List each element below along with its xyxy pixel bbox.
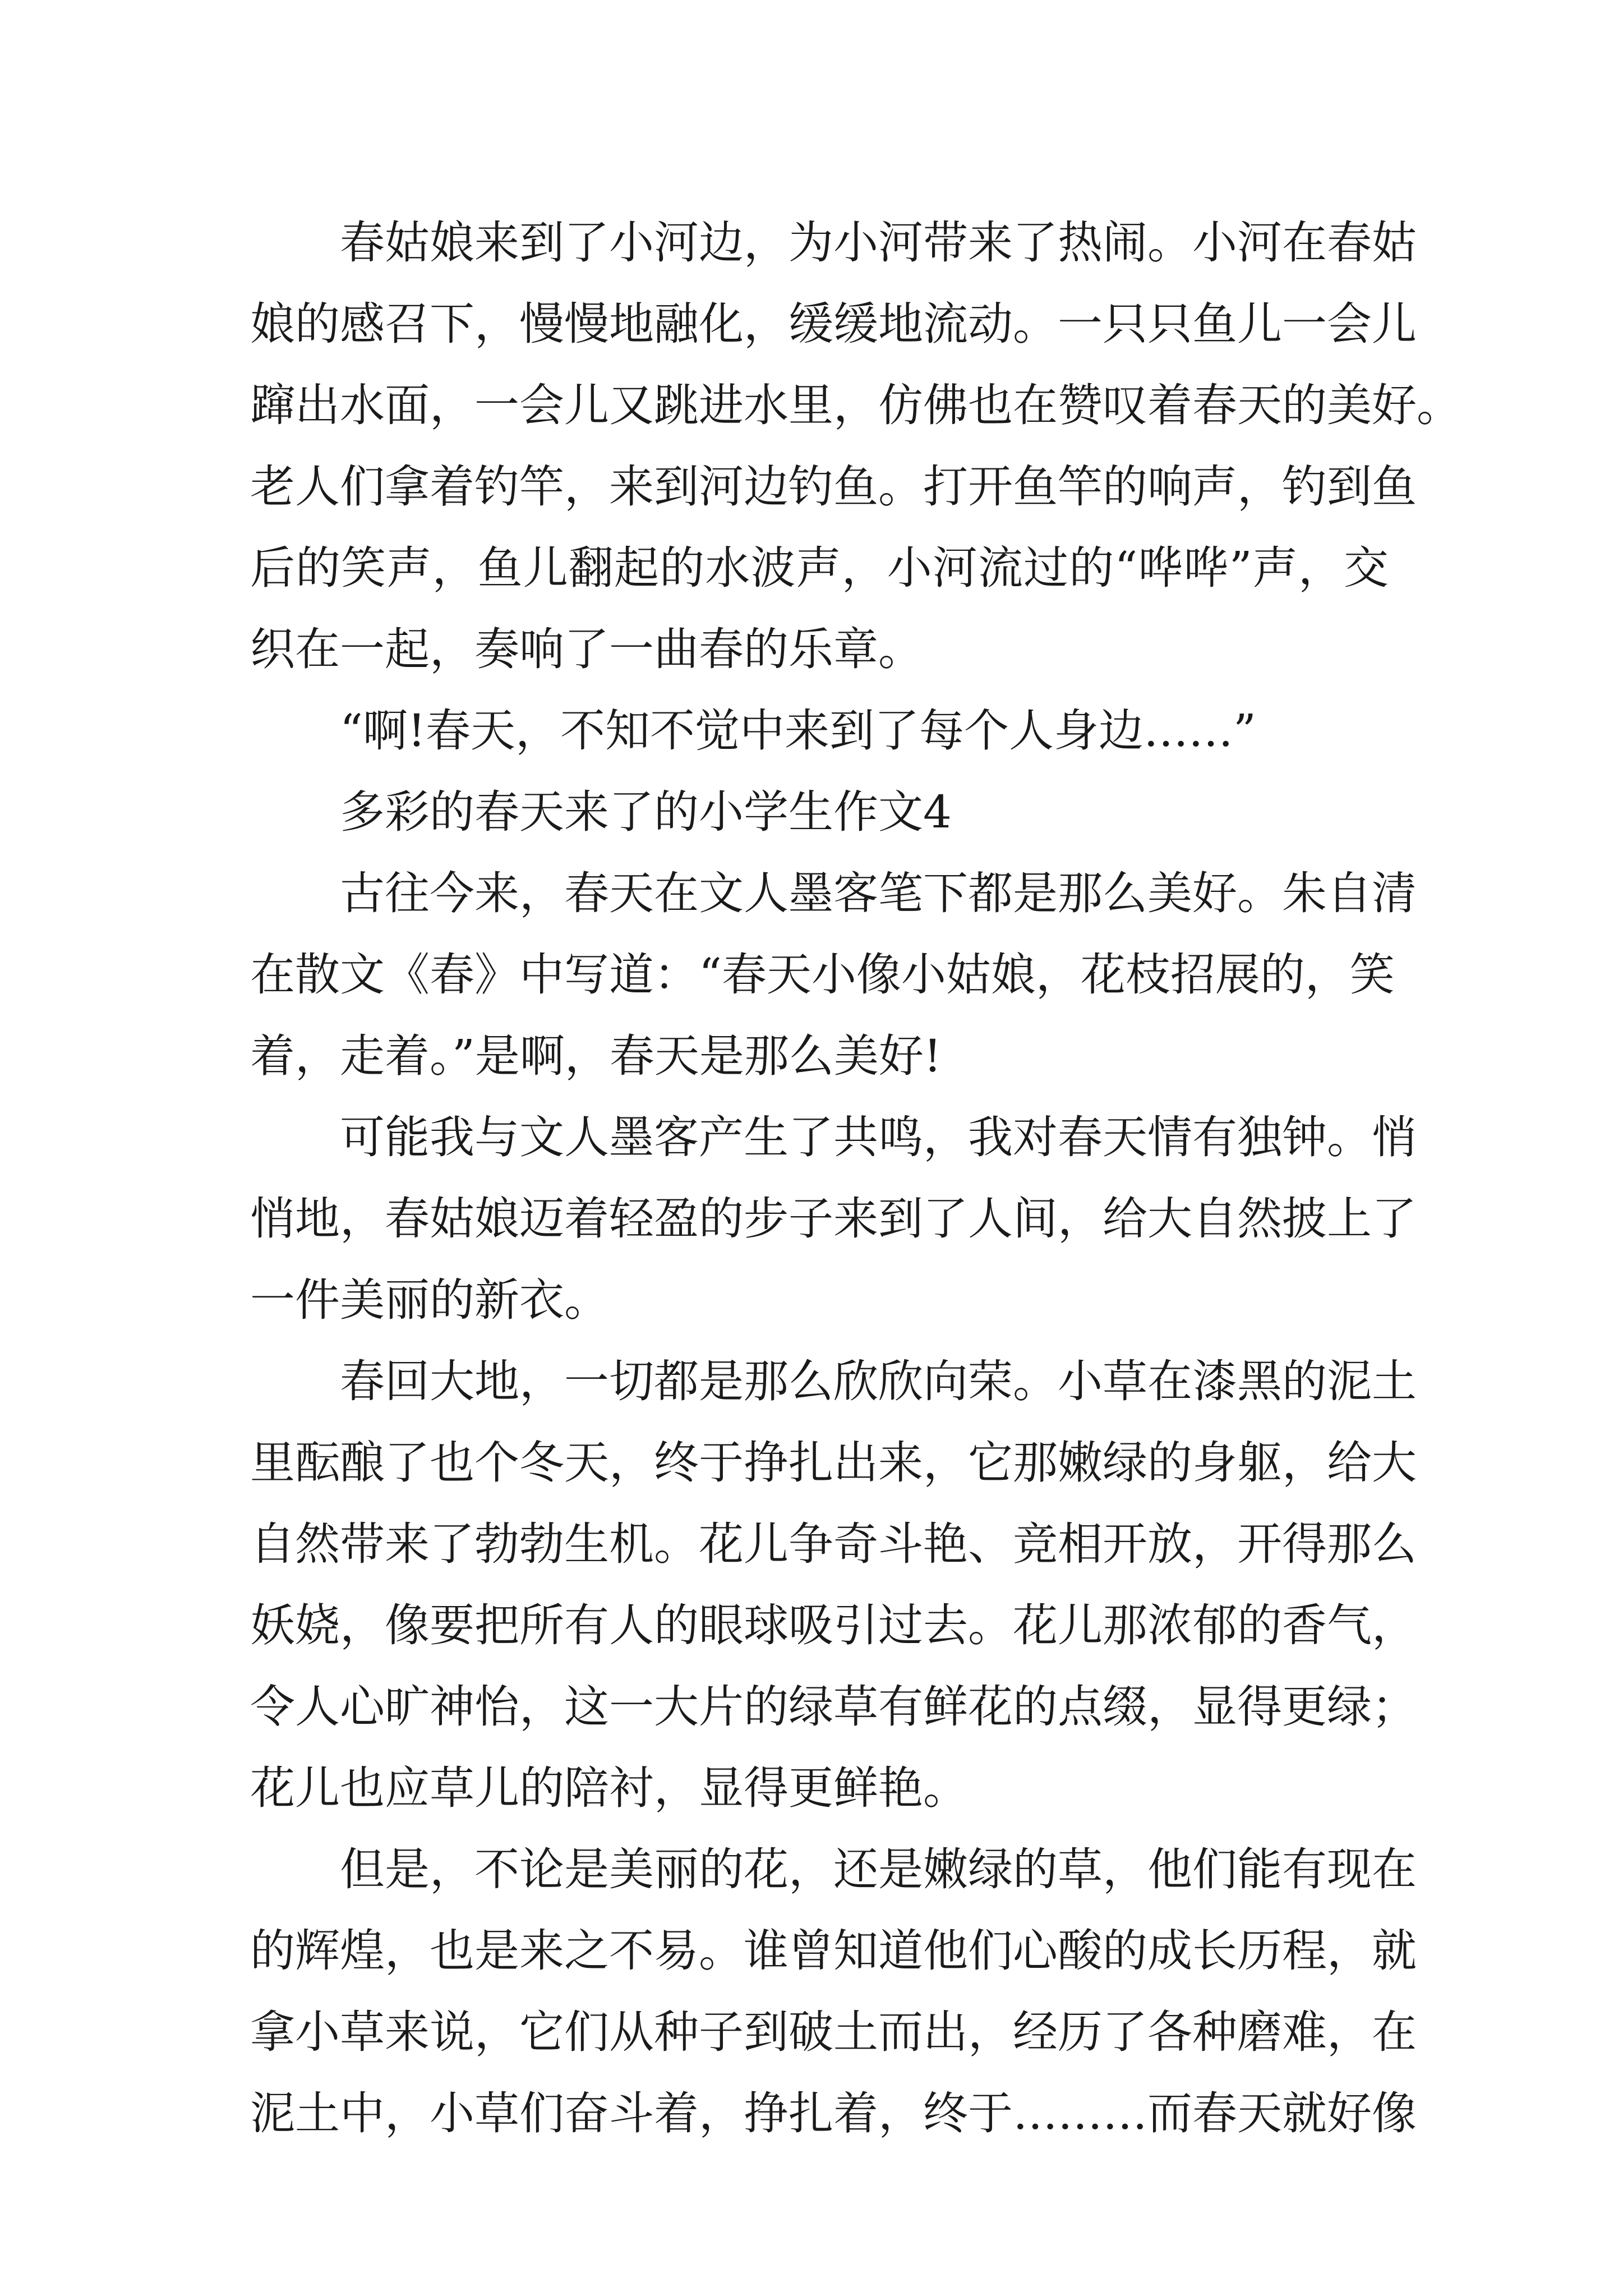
text-line: 里酝酿了也个冬天，终于挣扎出来，它那嫩绿的身躯，给大 [250, 1437, 1417, 1489]
text-line: 泥土中，小草们奋斗着，挣扎着，终于………而春天就好像 [250, 2087, 1417, 2139]
text-line: 令人心旷神怡，这一大片的绿草有鲜花的点缀，显得更绿； [250, 1681, 1417, 1733]
text-line: 可能我与文人墨客产生了共鸣，我对春天情有独钟。悄 [340, 1111, 1417, 1163]
essay-body [250, 202, 1461, 2154]
text-line: 的辉煌，也是来之不易。谁曾知道他们心酸的成长历程，就 [250, 1925, 1417, 1977]
text-line: 蹿出水面，一会儿又跳进水里，仿佛也在赞叹着春天的美好。 [250, 379, 1461, 431]
text-line: 花儿也应草儿的陪衬，显得更鲜艳。 [250, 1762, 968, 1814]
text-line: 拿小草来说，它们从种子到破土而出，经历了各种磨难，在 [250, 2006, 1417, 2058]
essay-subtitle: 多彩的春天来了的小学生作文4 [340, 786, 952, 838]
text-line: 春回大地，一切都是那么欣欣向荣。小草在漆黑的泥土 [340, 1355, 1417, 1407]
text-line: 古往今来，春天在文人墨客笔下都是那么美好。朱自清 [340, 867, 1417, 919]
text-line: 悄地，春姑娘迈着轻盈的步子来到了人间，给大自然披上了 [250, 1193, 1417, 1245]
text-line: 自然带来了勃勃生机。花儿争奇斗艳、竞相开放，开得那么 [250, 1518, 1417, 1570]
text-line: 一件美丽的新衣。 [250, 1274, 609, 1326]
text-line: 在散文《春》中写道：“春天小像小姑娘，花枝招展的，笑 [250, 949, 1395, 1001]
text-line: “啊!春天，不知不觉中来到了每个人身边……” [340, 705, 1256, 757]
text-line: 后的笑声，鱼儿翻起的水波声，小河流过的“哗哗”声，交 [250, 542, 1389, 594]
text-line: 娘的感召下，慢慢地融化，缓缓地流动。一只只鱼儿一会儿 [250, 298, 1417, 350]
text-line: 但是，不论是美丽的花，还是嫩绿的草，他们能有现在 [340, 1843, 1417, 1895]
text-line: 妖娆，像要把所有人的眼球吸引过去。花儿那浓郁的香气， [250, 1599, 1417, 1651]
text-line: 织在一起，奏响了一曲春的乐章。 [250, 623, 923, 675]
text-line: 着，走着。”是啊，春天是那么美好! [250, 1030, 942, 1082]
text-line: 老人们拿着钓竿，来到河边钓鱼。打开鱼竿的响声，钓到鱼 [250, 461, 1417, 513]
text-line: 春姑娘来到了小河边，为小河带来了热闹。小河在春姑 [340, 217, 1417, 269]
